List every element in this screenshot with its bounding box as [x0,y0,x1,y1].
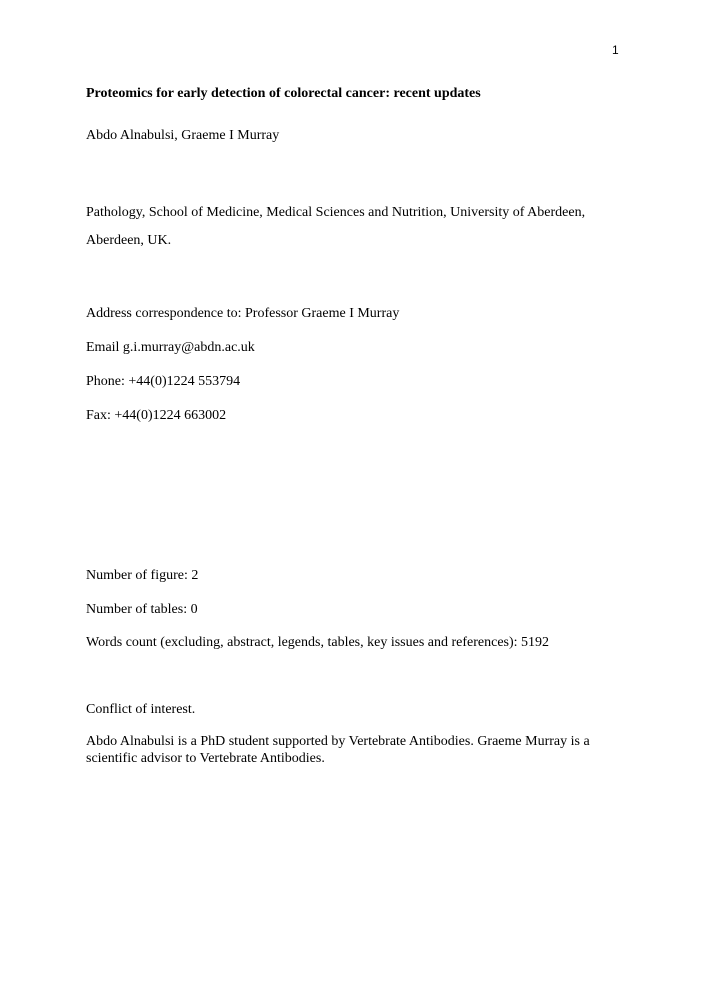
word-count: Words count (excluding, abstract, legends, tables, key issues and references): 5192 [86,635,550,650]
page-number: 1 [612,43,619,57]
affiliation-line-2: Aberdeen, UK. [86,233,172,248]
conflict-statement-line-1: Abdo Alnabulsi is a PhD student supported by Vertebrate Antibodies. Graeme Murray is a [86,734,590,749]
conflict-heading: Conflict of interest. [86,702,196,717]
correspondence-email: Email g.i.murray@abdn.ac.uk [86,340,255,355]
figure-count: Number of figure: 2 [86,568,199,583]
correspondence-fax: Fax: +44(0)1224 663002 [86,408,227,423]
author-list: Abdo Alnabulsi, Graeme I Murray [86,128,280,143]
table-count: Number of tables: 0 [86,602,198,617]
paper-title: Proteomics for early detection of colorectal cancer: recent updates [86,86,481,101]
correspondence-phone: Phone: +44(0)1224 553794 [86,374,241,389]
correspondence-address: Address correspondence to: Professor Graeme I Murray [86,306,400,321]
conflict-statement-line-2: scientific advisor to Vertebrate Antibodies. [86,751,325,766]
affiliation-line-1: Pathology, School of Medicine, Medical Sciences and Nutrition, University of Aberdeen, [86,205,586,220]
